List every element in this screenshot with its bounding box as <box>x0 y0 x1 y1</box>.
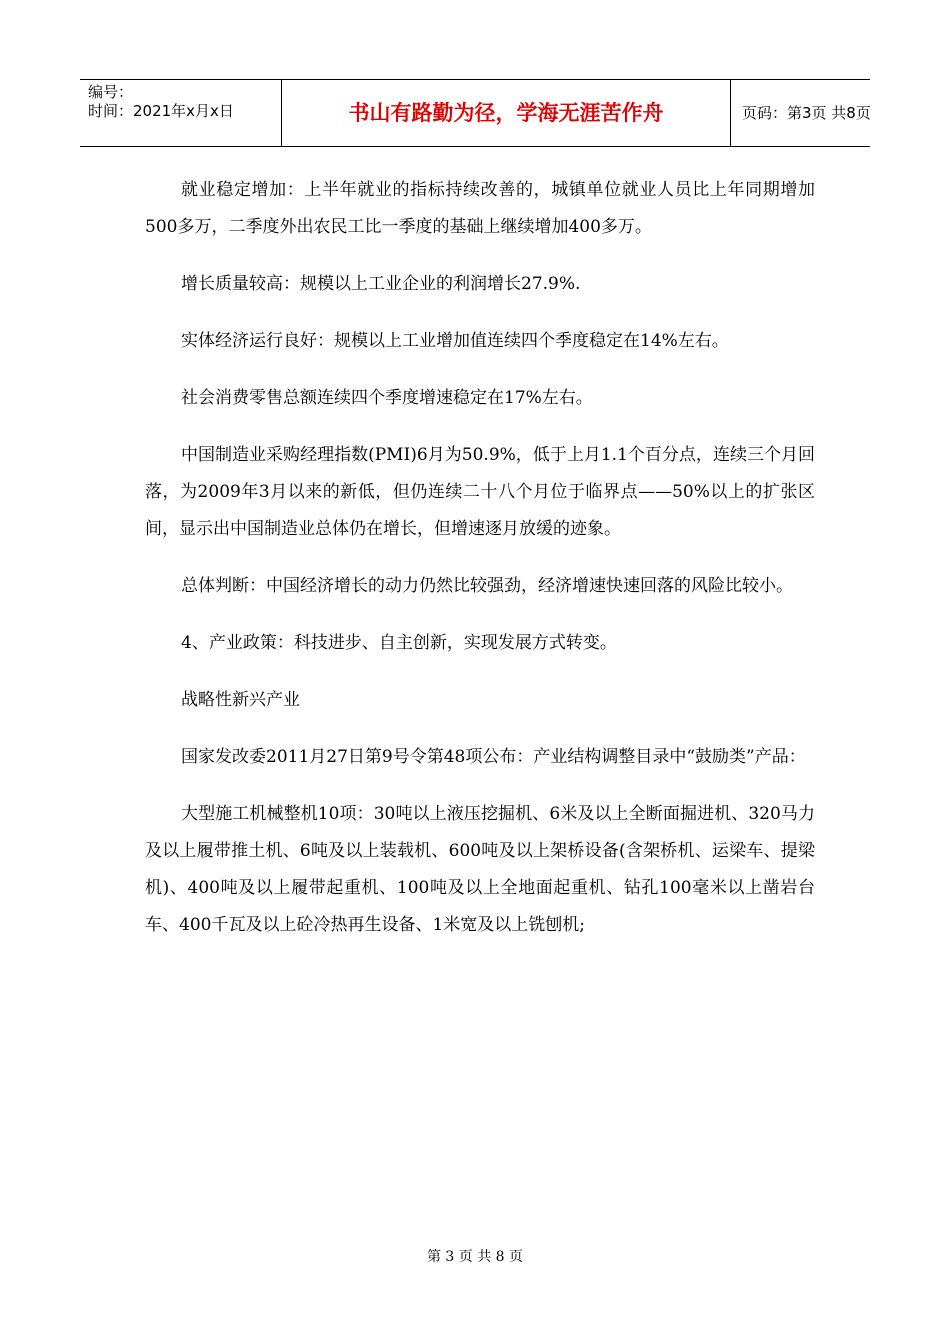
header-page-info: 页码：第3页 共8页 <box>742 104 871 122</box>
document-number-label: 编号： <box>88 83 134 101</box>
document-body <box>145 172 815 964</box>
paragraph: 社会消费零售总额连续四个季度增速稳定在17%左右。 <box>181 388 593 408</box>
header-meta <box>80 80 282 146</box>
paragraph: 国家发改委2011月27日第9号令第48项公布：产业结构调整目录中“鼓励类”产品： <box>181 747 806 767</box>
paragraph: 4、产业政策：科技进步、自主创新，实现发展方式转变。 <box>181 633 617 653</box>
document-time-label: 时间：2021年x月x日 <box>88 102 234 120</box>
paragraph: 就业稳定增加：上半年就业的指标持续改善的，城镇单位就业人员比上年同期增加500多万，二季度外出农民工比一季度的基础上继续增加400多万。 <box>145 180 815 237</box>
paragraph: 实体经济运行良好：规模以上工业增加值连续四个季度稳定在14%左右。 <box>181 331 729 351</box>
page-footer <box>0 1246 950 1266</box>
paragraph: 中国制造业采购经理指数(PMI)6月为50.9%，低于上月1.1个百分点，连续三个月回落，为2009年3月以来的新低，但仍连续二十八个月位于临界点——50%以上的扩张区间，显示出中国制造业总体仍在增长，但增速逐月放缓的迹象。 <box>145 445 815 539</box>
header-motto: 书山有路勤为径，学海无涯苦作舟 <box>282 80 731 146</box>
paragraph: 总体判断：中国经济增长的动力仍然比较强劲，经济增速快速回落的风险比较小。 <box>181 576 793 596</box>
paragraph: 增长质量较高：规模以上工业企业的利润增长27.9%. <box>181 274 581 294</box>
page-header <box>80 79 870 147</box>
paragraph: 战略性新兴产业 <box>181 690 300 710</box>
footer-page-number: 第 3 页 共 8 页 <box>426 1249 524 1265</box>
paragraph: 大型施工机械整机10项：30吨以上液压挖掘机、6米及以上全断面掘进机、320马力及以上履带推土机、6吨及以上装载机、600吨及以上架桥设备(含架桥机、运梁车、提梁机)、400吨及以上履带起重机、100吨及以上全地面起重机、钻孔100毫米以上凿岩台车、400千瓦及以上砼冷热再生设备、1米宽及以上铣刨机; <box>145 804 815 935</box>
